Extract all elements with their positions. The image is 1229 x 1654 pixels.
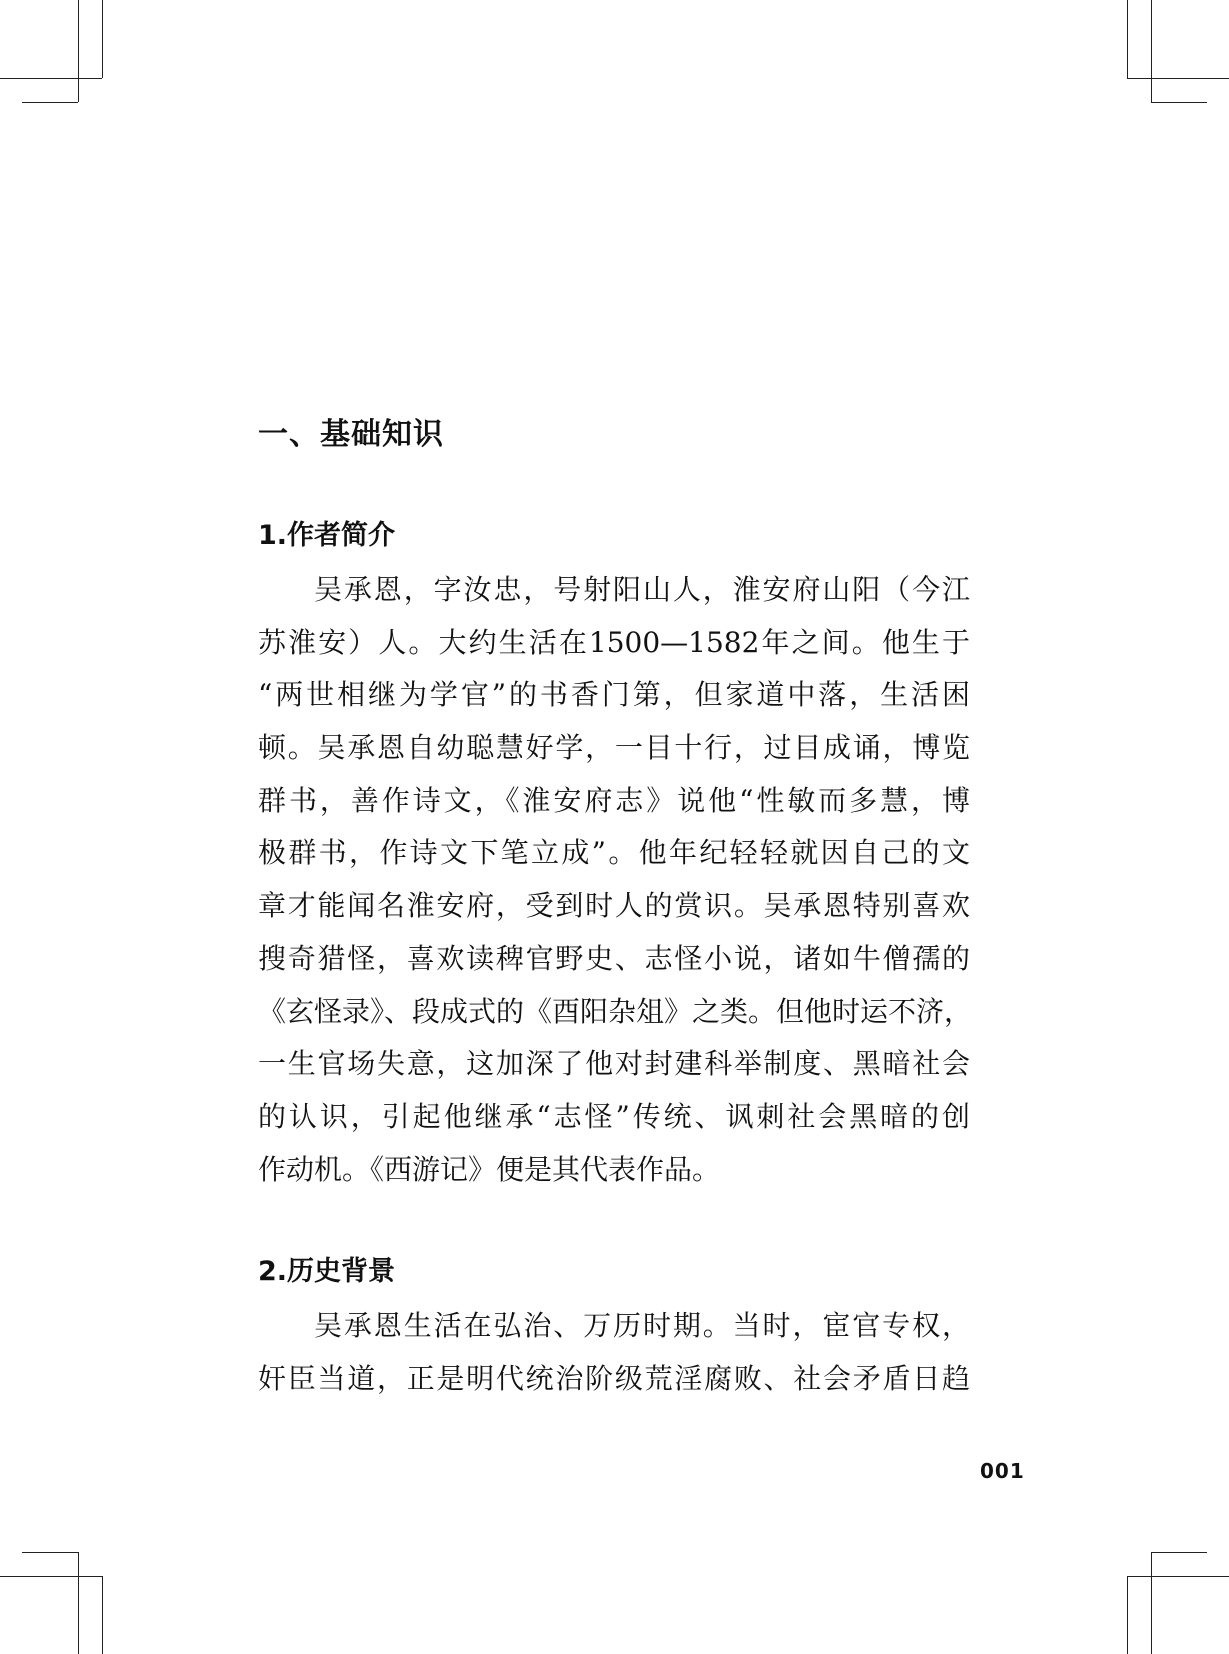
crop-mark-top-left-h2: [22, 102, 78, 103]
crop-mark-bottom-right-h2: [1127, 1576, 1229, 1577]
author-intro-line: 的认识，引起他继承“志怪”传统、讽刺社会黑暗的创: [258, 1099, 970, 1133]
crop-mark-bottom-left-v: [78, 1552, 79, 1654]
historical-background-paragraph: [258, 1300, 970, 1405]
author-intro-line: 作动机。《西游记》便是其代表作品。: [258, 1152, 721, 1186]
author-intro-line: 顿。吴承恩自幼聪慧好学，一目十行，过目成诵，博览: [258, 731, 970, 765]
historical-background-heading: 2.历史背景: [258, 1256, 396, 1287]
crop-mark-top-left-h: [0, 78, 102, 79]
author-intro-line: 章才能闻名淮安府，受到时人的赏识。吴承恩特别喜欢: [258, 889, 970, 923]
crop-mark-bottom-left-h2: [0, 1576, 102, 1577]
author-intro-heading: 1.作者简介: [258, 520, 396, 551]
crop-mark-top-left-v2: [102, 0, 103, 78]
historical-background-line: 奸臣当道，正是明代统治阶级荒淫腐败、社会矛盾日趋: [258, 1361, 970, 1395]
author-intro-line: 极群书，作诗文下笔立成”。他年纪轻轻就因自己的文: [258, 836, 970, 870]
section-heading: 一、基础知识: [258, 417, 444, 452]
crop-mark-top-right-h2: [1151, 102, 1207, 103]
historical-background-line: 吴承恩生活在弘治、万历时期。当时，宦官专权，: [314, 1309, 970, 1342]
crop-mark-bottom-right-h: [1151, 1552, 1207, 1553]
crop-mark-top-left-v: [78, 0, 79, 102]
crop-mark-top-right-v: [1127, 0, 1128, 78]
crop-mark-bottom-left-v2: [102, 1576, 103, 1654]
crop-mark-bottom-right-v: [1127, 1576, 1128, 1654]
author-intro-paragraph: [258, 564, 973, 1196]
author-intro-line: 搜奇猎怪，喜欢读稗官野史、志怪小说，诸如牛僧孺的: [258, 941, 970, 975]
crop-mark-bottom-left-h: [22, 1552, 78, 1553]
author-intro-line: “两世相继为学官”的书香门第，但家道中落，生活困: [258, 678, 970, 712]
author-intro-line: 苏淮安）人。大约生活在1500—1582年之间。他生于: [258, 625, 970, 659]
author-intro-line: 群书，善作诗文，《淮安府志》说他“性敏而多慧，博: [258, 783, 970, 817]
crop-mark-top-right-v2: [1151, 0, 1152, 102]
author-intro-line: 《玄怪录》、段成式的《酉阳杂俎》之类。但他时运不济，: [258, 994, 973, 1028]
crop-mark-top-right-h: [1127, 78, 1229, 79]
author-intro-line: 一生官场失意，这加深了他对封建科举制度、黑暗社会: [258, 1047, 970, 1081]
crop-mark-bottom-right-v2: [1151, 1552, 1152, 1654]
page-number: 001: [980, 1459, 1025, 1483]
author-intro-line: 吴承恩，字汝忠，号射阳山人，淮安府山阳（今江: [314, 573, 970, 606]
